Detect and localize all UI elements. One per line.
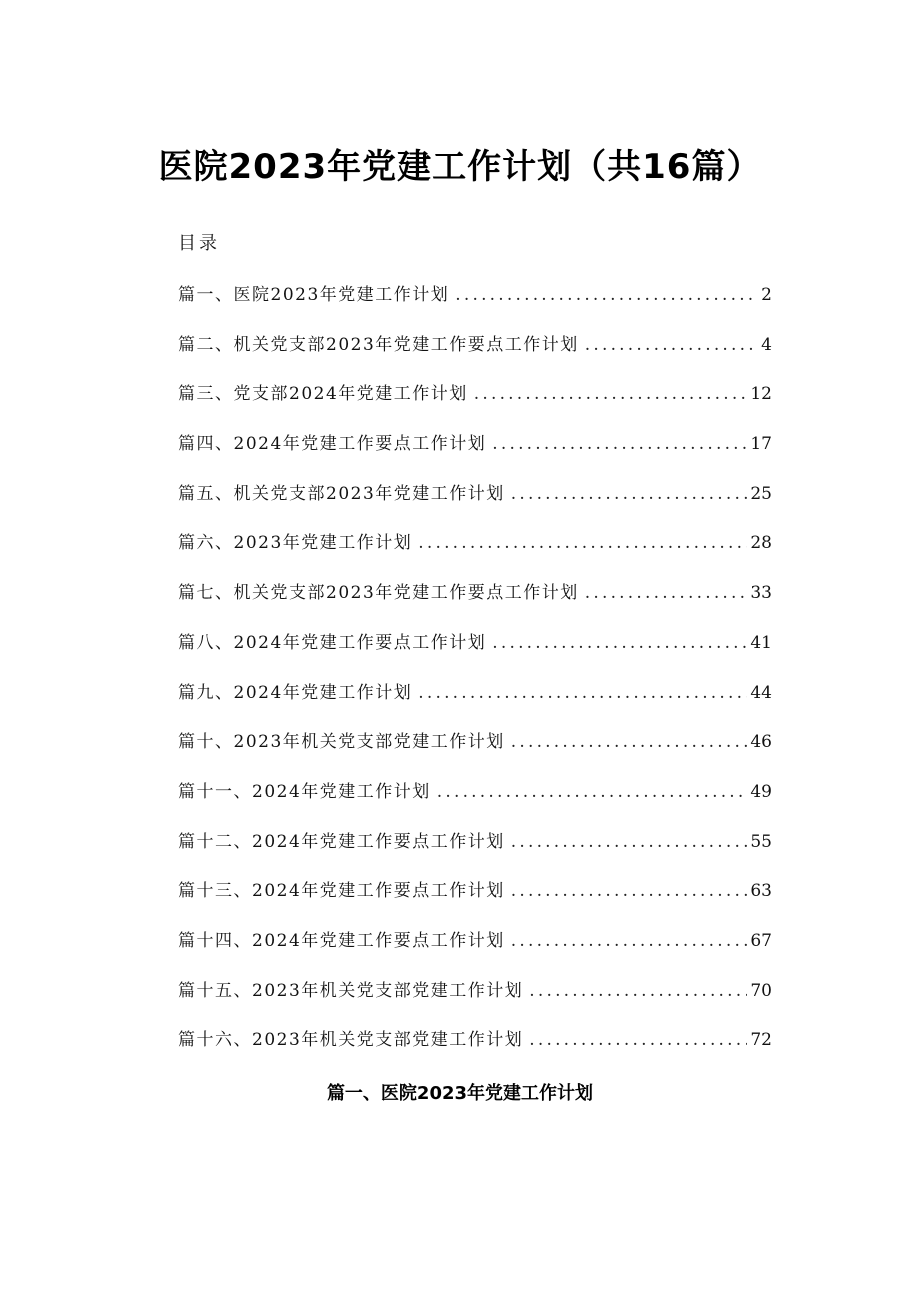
toc-entry[interactable] <box>178 579 772 629</box>
toc-entry-label: 篇八、2024年党建工作要点工作计划 <box>178 632 487 653</box>
toc-dot-leader <box>585 579 748 607</box>
toc-entry-label: 篇六、2023年党建工作计划 <box>178 533 413 554</box>
table-of-contents <box>178 281 772 1076</box>
toc-entry[interactable] <box>178 629 772 679</box>
toc-entry-page-number: 46 <box>750 732 772 753</box>
toc-dot-leader <box>585 331 758 359</box>
toc-dot-leader <box>511 927 748 955</box>
toc-dot-leader <box>492 629 747 657</box>
toc-entry[interactable] <box>178 977 772 1027</box>
toc-entry-page-number: 70 <box>750 980 772 1001</box>
toc-entry-label: 篇十四、2024年党建工作要点工作计划 <box>178 930 505 951</box>
toc-entry[interactable] <box>178 778 772 828</box>
toc-entry-page-number: 33 <box>750 583 772 604</box>
toc-entry[interactable] <box>178 679 772 729</box>
toc-entry[interactable] <box>178 1026 772 1076</box>
toc-dot-leader <box>418 529 747 557</box>
toc-entry-page-number: 49 <box>750 781 772 802</box>
toc-entry-label: 篇十五、2023年机关党支部党建工作计划 <box>178 980 524 1001</box>
toc-dot-leader <box>511 728 748 756</box>
toc-entry-label: 篇十、2023年机关党支部党建工作计划 <box>178 732 505 753</box>
toc-entry[interactable] <box>178 828 772 878</box>
toc-entry-page-number: 44 <box>750 682 772 703</box>
section-heading: 篇一、医院2023年党建工作计划 <box>326 1083 594 1104</box>
toc-entry-label: 篇五、机关党支部2023年党建工作计划 <box>178 483 505 504</box>
toc-entry-label: 篇三、党支部2024年党建工作计划 <box>178 384 468 405</box>
toc-entry-label: 篇十二、2024年党建工作要点工作计划 <box>178 831 505 852</box>
toc-entry[interactable] <box>178 430 772 480</box>
toc-entry-label: 篇四、2024年党建工作要点工作计划 <box>178 434 487 455</box>
toc-entry-label: 篇十三、2024年党建工作要点工作计划 <box>178 881 505 902</box>
toc-entry-page-number: 17 <box>750 434 772 455</box>
toc-dot-leader <box>529 1026 747 1054</box>
toc-entry-page-number: 4 <box>761 334 772 355</box>
toc-entry-page-number: 55 <box>750 831 772 852</box>
toc-heading: 目录 <box>178 233 220 254</box>
toc-entry-page-number: 28 <box>750 533 772 554</box>
toc-dot-leader <box>492 430 747 458</box>
toc-entry-label: 篇十一、2024年党建工作计划 <box>178 781 431 802</box>
toc-entry[interactable] <box>178 480 772 530</box>
toc-dot-leader <box>418 679 747 707</box>
toc-dot-leader <box>511 480 748 508</box>
toc-entry[interactable] <box>178 529 772 579</box>
toc-dot-leader <box>437 778 748 806</box>
toc-entry-page-number: 12 <box>750 384 772 405</box>
toc-dot-leader <box>511 877 748 905</box>
toc-entry[interactable] <box>178 331 772 381</box>
toc-entry[interactable] <box>178 281 772 331</box>
toc-entry[interactable] <box>178 380 772 430</box>
toc-entry-page-number: 41 <box>750 632 772 653</box>
toc-entry-label: 篇七、机关党支部2023年党建工作要点工作计划 <box>178 583 579 604</box>
toc-entry-label: 篇一、医院2023年党建工作计划 <box>178 285 450 305</box>
toc-entry-label: 篇九、2024年党建工作计划 <box>178 682 413 703</box>
toc-dot-leader <box>511 828 748 856</box>
toc-dot-leader <box>474 380 748 408</box>
toc-entry-page-number: 72 <box>750 1030 772 1051</box>
toc-entry-page-number: 25 <box>750 483 772 504</box>
toc-entry[interactable] <box>178 877 772 927</box>
toc-entry-page-number: 2 <box>761 285 772 305</box>
toc-entry-label: 篇十六、2023年机关党支部党建工作计划 <box>178 1030 524 1051</box>
toc-dot-leader <box>455 281 758 309</box>
document-title: 医院2023年党建工作计划（共16篇） <box>158 147 762 187</box>
toc-entry[interactable] <box>178 927 772 977</box>
toc-dot-leader <box>529 977 747 1005</box>
toc-entry-page-number: 63 <box>750 881 772 902</box>
toc-entry-page-number: 67 <box>750 930 772 951</box>
toc-entry-label: 篇二、机关党支部2023年党建工作要点工作计划 <box>178 334 579 355</box>
toc-entry[interactable] <box>178 728 772 778</box>
